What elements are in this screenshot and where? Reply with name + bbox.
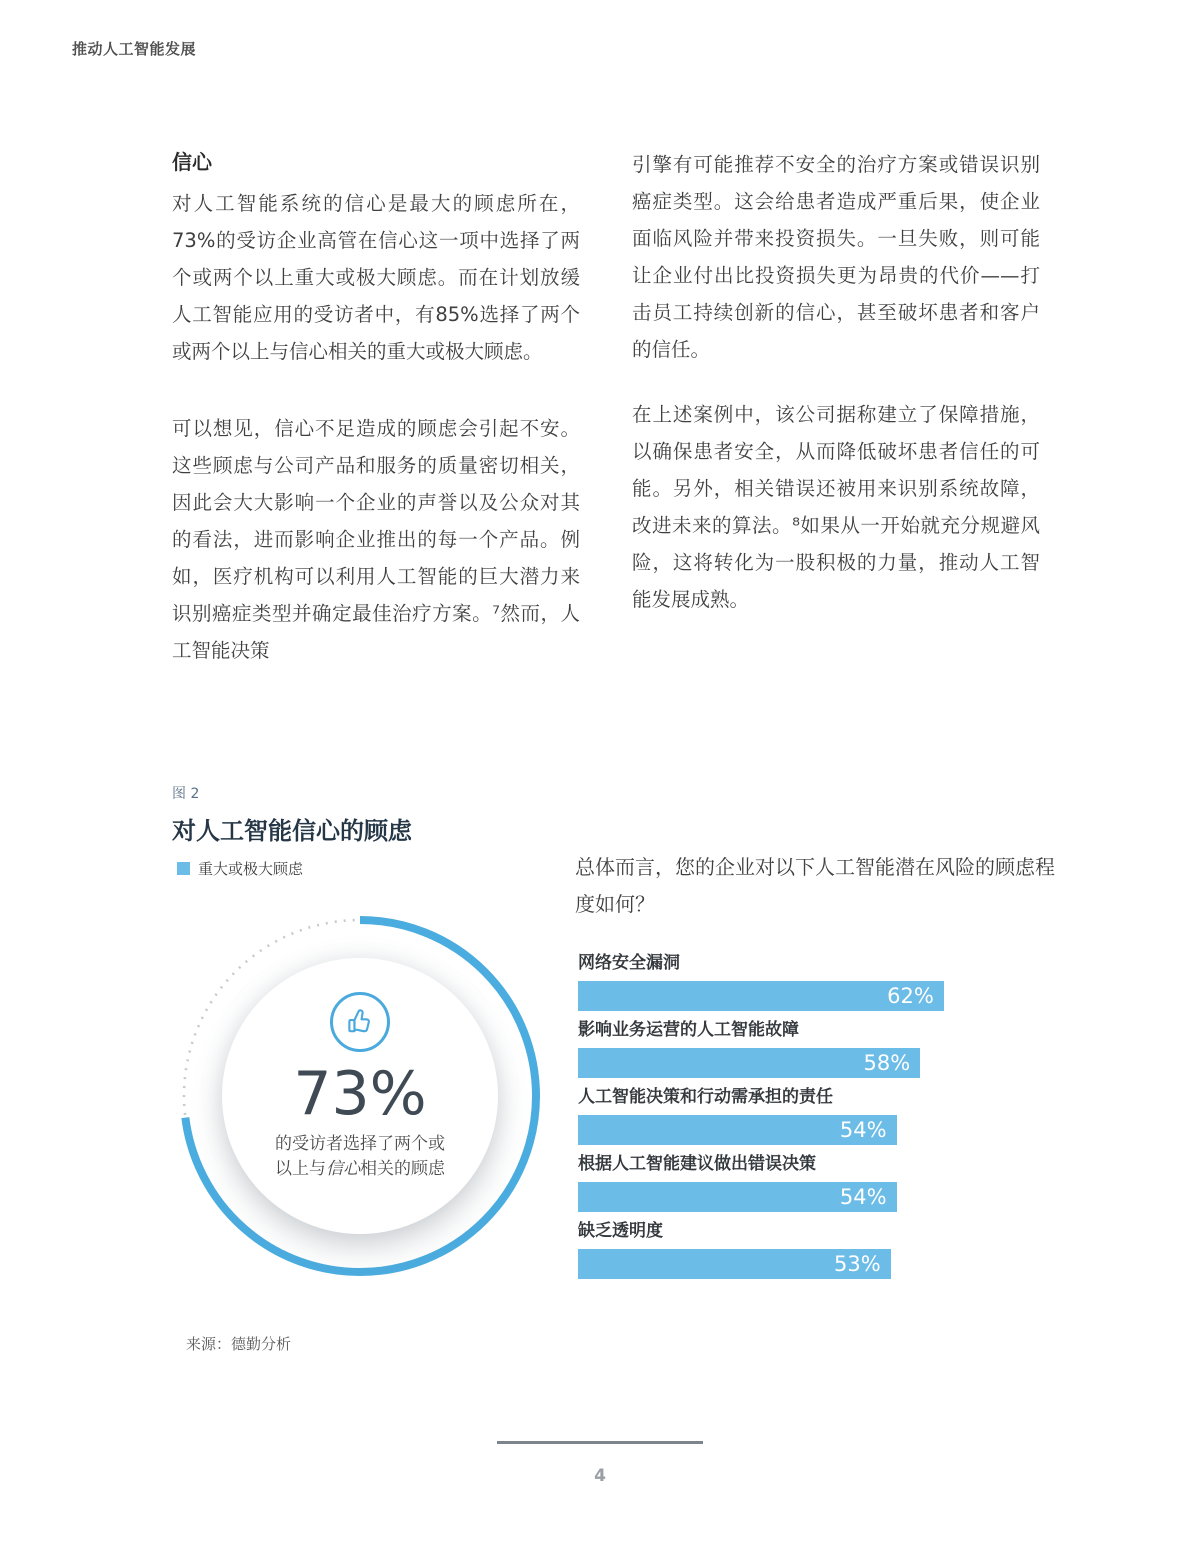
bar-row bbox=[578, 1087, 1178, 1145]
bar-row bbox=[578, 1221, 1178, 1279]
bar-value-label: 54% bbox=[839, 1118, 887, 1142]
bar-row bbox=[578, 953, 1178, 1011]
bar-category-label: 根据人工智能建议做出错误决策 bbox=[578, 1154, 816, 1174]
bar-category-label: 缺乏透明度 bbox=[578, 1221, 663, 1241]
bar bbox=[578, 1048, 920, 1078]
figure-title: 对人工智能信心的顾虑 bbox=[172, 817, 412, 845]
figure-2 bbox=[172, 783, 1072, 1403]
thumbs-up-icon bbox=[330, 992, 390, 1052]
bar-value-label: 58% bbox=[863, 1051, 911, 1075]
donut-inner-circle bbox=[222, 958, 498, 1234]
bar-value-label: 62% bbox=[887, 984, 934, 1008]
donut-caption-italic: 信心 bbox=[326, 1159, 360, 1179]
donut-chart bbox=[172, 908, 548, 1284]
bar-category-label: 影响业务运营的人工智能故障 bbox=[578, 1020, 799, 1040]
section-heading: 信心 bbox=[172, 150, 212, 174]
article-columns bbox=[172, 146, 1040, 669]
bar bbox=[578, 1182, 897, 1212]
paragraph-left-2: 可以想见，信心不足造成的顾虑会引起不安。这些顾虑与公司产品和服务的质量密切相关，因此会大大影响一个企业的声誉以及公众对其的看法，进而影响企业推出的每一个产品。例如，医疗机构可以利用人工智能的巨大潜力来识别癌症类型并确定最佳治疗方案。⁷然而，人工智能决策 bbox=[172, 417, 580, 662]
bar-category-label: 网络安全漏洞 bbox=[578, 953, 680, 973]
bar-row bbox=[578, 1154, 1178, 1212]
bar-chart bbox=[578, 953, 1178, 1288]
running-header: 推动人工智能发展 bbox=[72, 40, 197, 58]
bar bbox=[578, 1115, 897, 1145]
donut-caption bbox=[275, 1132, 445, 1182]
page-number: 4 bbox=[594, 1466, 606, 1486]
donut-value: 73% bbox=[293, 1059, 427, 1129]
bar bbox=[578, 1249, 891, 1279]
paragraph-left-1: 对人工智能系统的信心是最大的顾虑所在，73%的受访企业高管在信心这一项中选择了两个或两个以上重大或极大顾虑。而在计划放缓人工智能应用的受访者中，有85%选择了两个或两个以上与信心相关的重大或极大顾虑。 bbox=[172, 192, 580, 363]
article-right-column bbox=[632, 146, 1040, 669]
bar-category-label: 人工智能决策和行动需承担的责任 bbox=[578, 1087, 833, 1107]
bar-value-label: 54% bbox=[839, 1185, 887, 1209]
legend-label: 重大或极大顾虑 bbox=[198, 860, 304, 878]
donut-caption-line1: 的受访者选择了两个或 bbox=[275, 1134, 445, 1154]
bar bbox=[578, 981, 944, 1011]
survey-question: 总体而言，您的企业对以下人工智能潜在风险的顾虑程度如何？ bbox=[575, 855, 1055, 916]
donut-caption-pre: 以上与 bbox=[275, 1159, 326, 1179]
article-left-column bbox=[172, 146, 580, 669]
figure-label: 图 2 bbox=[172, 786, 200, 802]
footer-divider bbox=[497, 1441, 703, 1444]
paragraph-right-1: 引擎有可能推荐不安全的治疗方案或错误识别癌症类型。这会给患者造成严重后果，使企业面临风险并带来投资损失。一旦失败，则可能让企业付出比投资损失更为昂贵的代价——打击员工持续创新的信心，甚至破坏患者和客户的信任。 bbox=[632, 153, 1040, 361]
paragraph-right-2: 在上述案例中，该公司据称建立了保障措施，以确保患者安全，从而降低破坏患者信任的可能。另外，相关错误还被用来识别系统故障，改进未来的算法。⁸如果从一开始就充分规避风险，这将转化为一股积极的力量，推动人工智能发展成熟。 bbox=[632, 403, 1040, 611]
bar-value-label: 53% bbox=[834, 1252, 881, 1276]
legend-swatch-icon bbox=[177, 862, 190, 875]
source-note: 来源：德勤分析 bbox=[186, 1335, 292, 1353]
donut-caption-post: 相关的顾虑 bbox=[360, 1159, 445, 1179]
bar-row bbox=[578, 1020, 1178, 1078]
